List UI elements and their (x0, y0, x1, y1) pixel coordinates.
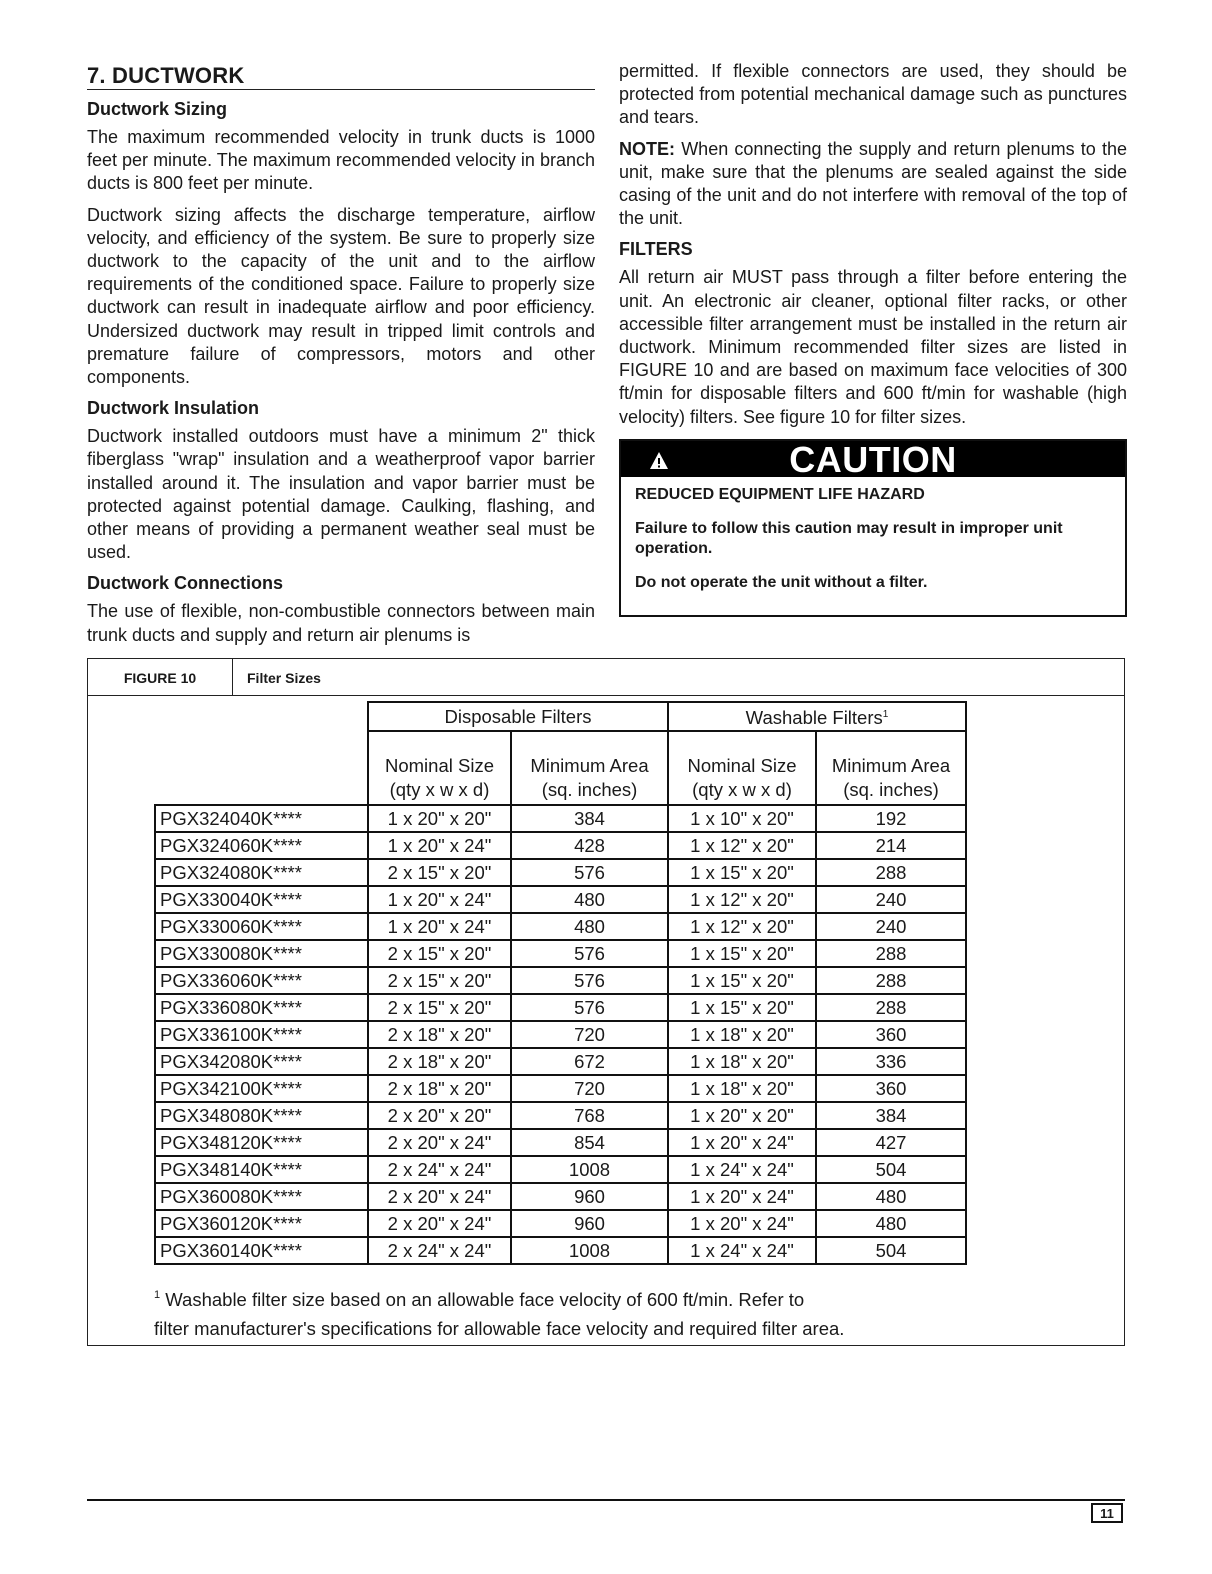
table-row (155, 967, 966, 994)
table-footnote (154, 1281, 844, 1343)
ductwork-sizing-paragraph-1: The maximum recommended velocity in trunk ducts is 1000 feet per minute. The maximum recommended velocity in branch ducts is 800 feet per minute. (87, 127, 595, 194)
disposable-area-cell: 854 (511, 1129, 668, 1156)
table-row (155, 1102, 966, 1129)
model-cell: PGX360080K**** (155, 1183, 368, 1210)
figure-header (88, 659, 1124, 696)
model-cell: PGX360120K**** (155, 1210, 368, 1237)
disposable-nominal-cell: 2 x 24" x 24" (368, 1237, 511, 1264)
disposable-nominal-cell: 2 x 15" x 20" (368, 994, 511, 1021)
footnote-mark: 1 (154, 1289, 161, 1301)
note-label: NOTE: (619, 138, 675, 159)
washable-area-cell: 384 (816, 1102, 966, 1129)
disposable-area-cell: 576 (511, 994, 668, 1021)
figure-label: FIGURE 10 (88, 659, 233, 695)
table-row (155, 1237, 966, 1264)
figure-10 (87, 658, 1125, 1346)
washable-nominal-cell: 1 x 18" x 20" (668, 1021, 816, 1048)
model-cell: PGX330040K**** (155, 886, 368, 913)
washable-nominal-cell: 1 x 20" x 24" (668, 1129, 816, 1156)
col-area-sub: (sq. inches) (541, 779, 638, 801)
model-cell: PGX348120K**** (155, 1129, 368, 1156)
model-cell: PGX360140K**** (155, 1237, 368, 1264)
table-row (155, 1183, 966, 1210)
washable-area-cell: 360 (816, 1021, 966, 1048)
disposable-filters-header (368, 702, 668, 731)
model-cell: PGX324060K**** (155, 832, 368, 859)
col-area-sub: (sq. inches) (843, 779, 939, 801)
model-cell: PGX348080K**** (155, 1102, 368, 1129)
washable-area-cell: 214 (816, 832, 966, 859)
disposable-area-cell: 960 (511, 1210, 668, 1237)
disposable-nominal-cell: 2 x 18" x 20" (368, 1048, 511, 1075)
washable-nominal-cell: 1 x 18" x 20" (668, 1075, 816, 1102)
washable-nominal-cell: 1 x 15" x 20" (668, 940, 816, 967)
table-row (155, 913, 966, 940)
washable-area-cell: 504 (816, 1156, 966, 1183)
disposable-area-cell: 480 (511, 886, 668, 913)
washable-nominal-cell: 1 x 24" x 24" (668, 1237, 816, 1264)
table-row (155, 1210, 966, 1237)
disposable-nominal-cell: 2 x 20" x 24" (368, 1129, 511, 1156)
page-number: 11 (1091, 1503, 1123, 1523)
table-row (155, 886, 966, 913)
washable-nominal-cell: 1 x 24" x 24" (668, 1156, 816, 1183)
disposable-filters-label: Disposable Filters (444, 705, 592, 727)
filters-paragraph: All return air MUST pass through a filter before entering the unit. An electronic air cleaner, optional filter racks, or other accessible filter arrangement must be installed in the return air ductwork. Minimum recommended filter sizes are listed in FIGURE 10 and are based on maximum face velocities of 300 ft/min for disposable filters and 600 ft/min for washable (high velocity) filters. See figure 10 for filter sizes. (619, 267, 1127, 427)
washable-nominal-cell: 1 x 15" x 20" (668, 967, 816, 994)
washable-nominal-cell: 1 x 12" x 20" (668, 886, 816, 913)
disposable-area-cell: 384 (511, 805, 668, 832)
washable-area-header (816, 731, 966, 805)
washable-filters-label: Washable Filters (745, 707, 883, 729)
washable-area-cell: 360 (816, 1075, 966, 1102)
caution-title: CAUTION (789, 438, 957, 480)
washable-nominal-cell: 1 x 20" x 24" (668, 1210, 816, 1237)
caution-header (621, 438, 1125, 480)
disposable-area-cell: 576 (511, 940, 668, 967)
washable-area-cell: 192 (816, 805, 966, 832)
washable-filters-header (668, 702, 966, 731)
disposable-nominal-cell: 2 x 18" x 20" (368, 1021, 511, 1048)
model-cell: PGX342100K**** (155, 1075, 368, 1102)
washable-area-cell: 240 (816, 886, 966, 913)
washable-area-cell: 504 (816, 1237, 966, 1264)
caution-hazard: REDUCED EQUIPMENT LIFE HAZARD (635, 485, 925, 503)
washable-nominal-cell: 1 x 20" x 20" (668, 1102, 816, 1129)
disposable-nominal-cell: 1 x 20" x 24" (368, 886, 511, 913)
disposable-nominal-cell: 2 x 20" x 24" (368, 1210, 511, 1237)
washable-area-cell: 336 (816, 1048, 966, 1075)
disposable-nominal-cell: 2 x 15" x 20" (368, 940, 511, 967)
disposable-area-cell: 720 (511, 1021, 668, 1048)
washable-area-cell: 288 (816, 967, 966, 994)
washable-area-cell: 427 (816, 1129, 966, 1156)
model-cell: PGX336060K**** (155, 967, 368, 994)
bottom-rule (87, 1499, 1125, 1501)
disposable-area-cell: 576 (511, 859, 668, 886)
model-cell: PGX324080K**** (155, 859, 368, 886)
washable-nominal-cell: 1 x 15" x 20" (668, 859, 816, 886)
model-cell: PGX336100K**** (155, 1021, 368, 1048)
footnote-line-1: Washable filter size based on an allowable face velocity of 600 ft/min. Refer to (165, 1289, 805, 1310)
ductwork-insulation-heading: Ductwork Insulation (87, 398, 260, 419)
disposable-area-cell: 1008 (511, 1237, 668, 1264)
table-row (155, 994, 966, 1021)
col-area-label: Minimum Area (831, 755, 951, 777)
washable-nominal-cell: 1 x 20" x 24" (668, 1183, 816, 1210)
disposable-area-cell: 428 (511, 832, 668, 859)
section-title: 7. DUCTWORK (87, 60, 595, 90)
washable-footnote-mark: 1 (882, 709, 889, 720)
table-row (155, 1156, 966, 1183)
caution-box (619, 439, 1127, 617)
disposable-nominal-cell: 1 x 20" x 20" (368, 805, 511, 832)
ductwork-connections-continued: permitted. If flexible connectors are used, they should be protected from potential mechanical damage such as punctures and tears. (619, 61, 1127, 128)
col-nominal-label: Nominal Size (385, 755, 494, 777)
washable-nominal-cell: 1 x 12" x 20" (668, 913, 816, 940)
figure-title: Filter Sizes (247, 670, 321, 686)
model-cell: PGX324040K**** (155, 805, 368, 832)
washable-nominal-header (668, 731, 816, 805)
disposable-nominal-cell: 2 x 15" x 20" (368, 967, 511, 994)
washable-area-cell: 288 (816, 994, 966, 1021)
disposable-area-cell: 768 (511, 1102, 668, 1129)
disposable-nominal-cell: 2 x 24" x 24" (368, 1156, 511, 1183)
table-row (155, 859, 966, 886)
left-column (87, 60, 595, 654)
model-cell: PGX336080K**** (155, 994, 368, 1021)
disposable-area-cell: 576 (511, 967, 668, 994)
ductwork-insulation-paragraph: Ductwork installed outdoors must have a minimum 2" thick fiberglass "wrap" insulation and a weatherproof vapor barrier installed around it. The insulation and vapor barrier must be protected against potential damage. Caulking, flashing, and other means of providing a permanent weather seal must be used. (87, 426, 595, 563)
ductwork-sizing-paragraph-2: Ductwork sizing affects the discharge temperature, airflow velocity, and efficiency of the system. Be sure to properly size ductwork to the capacity of the unit and to the airflow requirements of the conditioned space. Failure to properly size ductwork can result in inadequate airflow and poor efficiency. Undersized ductwork may result in tripped limit controls and premature failure of compressors, motors and other components. (87, 204, 595, 388)
disposable-area-cell: 720 (511, 1075, 668, 1102)
washable-nominal-cell: 1 x 10" x 20" (668, 805, 816, 832)
col-nominal-label: Nominal Size (687, 755, 797, 777)
disposable-nominal-header (368, 731, 511, 805)
washable-area-cell: 240 (816, 913, 966, 940)
table-row (155, 832, 966, 859)
washable-area-cell: 480 (816, 1183, 966, 1210)
washable-area-cell: 288 (816, 940, 966, 967)
col-area-label: Minimum Area (530, 755, 649, 777)
filter-sizes-table (154, 701, 967, 1265)
caution-line-2: Do not operate the unit without a filter. (635, 573, 928, 591)
footnote-line-2: filter manufacturer's specifications for allowable face velocity and required filter area. (154, 1318, 845, 1339)
model-cell: PGX330080K**** (155, 940, 368, 967)
washable-nominal-cell: 1 x 15" x 20" (668, 994, 816, 1021)
disposable-area-cell: 1008 (511, 1156, 668, 1183)
warning-triangle-icon (649, 449, 669, 471)
washable-nominal-cell: 1 x 18" x 20" (668, 1048, 816, 1075)
note-text: When connecting the supply and return plenums to the unit, make sure that the plenums are sealed against the side casing of the unit and do not interfere with removal of the top of the unit. (619, 138, 1127, 229)
table-row (155, 1129, 966, 1156)
col-nominal-sub: (qty x w x d) (389, 779, 490, 801)
disposable-nominal-cell: 2 x 18" x 20" (368, 1075, 511, 1102)
disposable-area-cell: 672 (511, 1048, 668, 1075)
caution-line-1: Failure to follow this caution may result in improper unit operation. (635, 519, 1063, 557)
ductwork-sizing-heading: Ductwork Sizing (87, 99, 228, 119)
table-row (155, 940, 966, 967)
washable-nominal-cell: 1 x 12" x 20" (668, 832, 816, 859)
washable-area-cell: 288 (816, 859, 966, 886)
right-column (619, 60, 1127, 617)
table-row (155, 1048, 966, 1075)
col-nominal-sub: (qty x w x d) (692, 779, 792, 801)
model-cell: PGX348140K**** (155, 1156, 368, 1183)
disposable-area-cell: 960 (511, 1183, 668, 1210)
disposable-nominal-cell: 1 x 20" x 24" (368, 832, 511, 859)
filters-heading: FILTERS (619, 239, 693, 260)
washable-area-cell: 480 (816, 1210, 966, 1237)
blank-corner (155, 702, 368, 731)
model-cell: PGX342080K**** (155, 1048, 368, 1075)
ductwork-connections-paragraph: The use of flexible, non-combustible connectors between main trunk ducts and supply and return air plenums is (87, 601, 595, 645)
disposable-nominal-cell: 2 x 15" x 20" (368, 859, 511, 886)
disposable-area-header (511, 731, 668, 805)
disposable-area-cell: 480 (511, 913, 668, 940)
ductwork-connections-heading: Ductwork Connections (87, 573, 284, 594)
table-row (155, 805, 966, 832)
filter-rows (155, 805, 966, 1264)
disposable-nominal-cell: 2 x 20" x 20" (368, 1102, 511, 1129)
model-cell: PGX330060K**** (155, 913, 368, 940)
table-row (155, 1021, 966, 1048)
blank-corner-2 (155, 731, 368, 805)
table-row (155, 1075, 966, 1102)
disposable-nominal-cell: 2 x 20" x 24" (368, 1183, 511, 1210)
caution-body (621, 477, 1125, 593)
note-paragraph (619, 138, 1127, 231)
disposable-nominal-cell: 1 x 20" x 24" (368, 913, 511, 940)
